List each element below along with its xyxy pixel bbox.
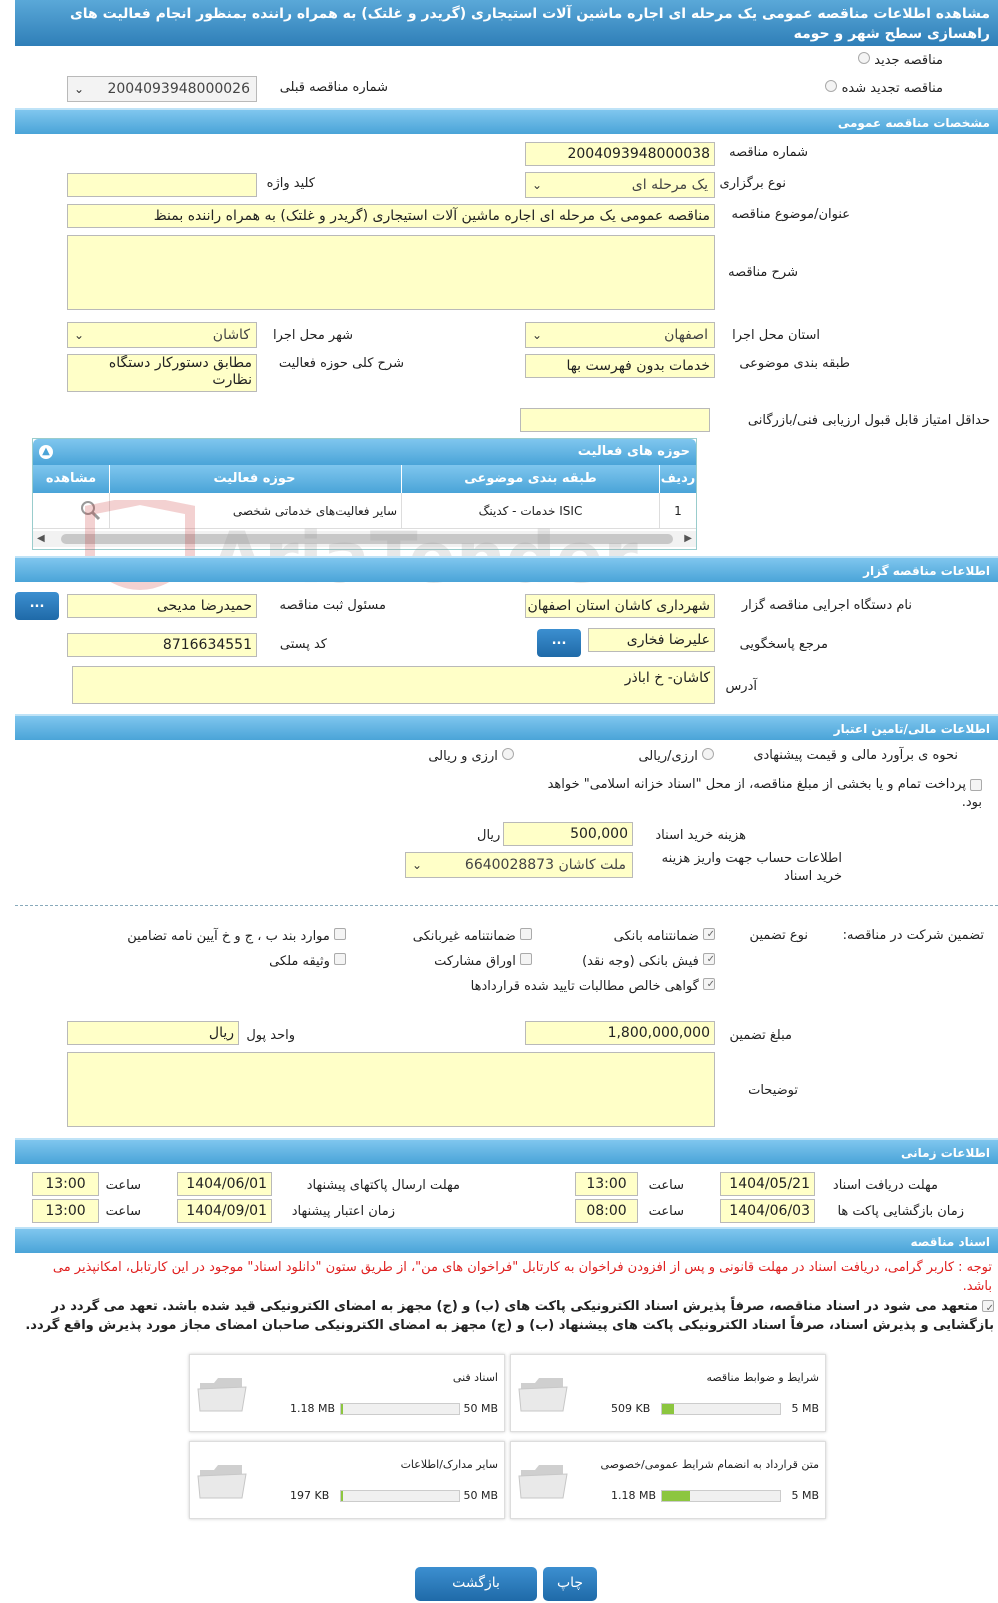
document-max-size: 5 MB bbox=[791, 1489, 819, 1502]
province-value: اصفهان bbox=[664, 327, 708, 343]
description-label: شرح مناقصه bbox=[728, 265, 798, 280]
document-card[interactable] bbox=[510, 1354, 826, 1432]
tender-type-label: نوع برگزاری bbox=[719, 176, 786, 191]
document-size: 1.18 MB bbox=[290, 1402, 336, 1415]
chevron-down-icon: ⌄ bbox=[532, 328, 543, 342]
tender-type-value: یک مرحله ای bbox=[631, 177, 708, 193]
guarantee-amount-label: مبلغ تضمین bbox=[729, 1028, 792, 1043]
section-finance-header: اطلاعات مالی/تامین اعتبار bbox=[15, 714, 998, 740]
validity-label: زمان اعتبار پیشنهاد bbox=[291, 1204, 395, 1219]
document-card[interactable] bbox=[189, 1441, 505, 1519]
treasury-text: پرداخت تمام و یا بخشی از مبلغ مناقصه، از محل "اسناد خزانه اسلامی" خواهد بود. bbox=[547, 777, 982, 810]
document-size-fill bbox=[341, 1491, 343, 1501]
renewed-tender-option[interactable] bbox=[825, 80, 943, 96]
opening-label: زمان بازگشایی پاکت ها bbox=[837, 1204, 964, 1219]
notes-field[interactable] bbox=[67, 1052, 715, 1127]
address-field[interactable]: کاشان- خ اباذر bbox=[72, 666, 715, 704]
subject-field[interactable]: مناقصه عمومی یک مرحله ای اجاره ماشین آلات استیجاری (گریدر و غلتک) به همراه راننده بمنظ bbox=[67, 204, 715, 228]
estimate-rial-label: ارزی/ریالی bbox=[638, 749, 698, 764]
document-size-fill bbox=[662, 1404, 674, 1414]
registrar-field[interactable]: حمیدرضا مدیحی bbox=[67, 594, 257, 618]
send-deadline-date[interactable]: 1404/06/01 bbox=[177, 1172, 272, 1196]
folder-icon[interactable] bbox=[196, 1460, 248, 1502]
category-field[interactable]: خدمات بدون فهرست بها bbox=[525, 354, 715, 378]
document-size: 509 KB bbox=[611, 1402, 651, 1415]
account-label: اطلاعات حساب جهت واریز هزینه خرید اسناد bbox=[661, 851, 842, 884]
document-max-size: 50 MB bbox=[463, 1402, 498, 1415]
estimate-both-option[interactable] bbox=[428, 748, 514, 764]
bank-receipt-option[interactable] bbox=[582, 953, 715, 969]
postal-code-field[interactable]: 8716634551 bbox=[67, 633, 257, 657]
validity-date[interactable]: 1404/09/01 bbox=[177, 1199, 272, 1223]
chevron-down-icon: ⌄ bbox=[74, 328, 85, 342]
currency-field[interactable]: ریال bbox=[67, 1021, 239, 1045]
doc-receive-time-label: ساعت bbox=[648, 1178, 684, 1193]
document-size-fill bbox=[662, 1491, 690, 1501]
tender-type-select[interactable] bbox=[525, 172, 715, 198]
document-size-bar bbox=[340, 1403, 460, 1415]
doc-cost-label: هزینه خرید اسناد bbox=[655, 828, 746, 843]
estimate-both-radio[interactable] bbox=[502, 748, 514, 760]
bank-guarantee-checkbox[interactable] bbox=[703, 928, 715, 940]
document-size-bar bbox=[340, 1490, 460, 1502]
prev-tender-value: 2004093948000026 bbox=[107, 81, 250, 97]
doc-receive-time[interactable]: 13:00 bbox=[575, 1172, 638, 1196]
property-label: وثیقه ملکی bbox=[269, 954, 330, 969]
section-general-header: مشخصات مناقصه عمومی bbox=[15, 108, 998, 134]
bonds-checkbox[interactable] bbox=[520, 953, 532, 965]
clauses-option[interactable] bbox=[127, 928, 346, 944]
notes-label: توضیحات bbox=[748, 1083, 798, 1098]
document-name: سایر مدارک/اطلاعات bbox=[400, 1458, 498, 1471]
subject-label: عنوان/موضوع مناقصه bbox=[731, 207, 850, 222]
document-max-size: 50 MB bbox=[463, 1489, 498, 1502]
guarantee-amount-field[interactable]: 1,800,000,000 bbox=[525, 1021, 715, 1045]
non-bank-guarantee-checkbox[interactable] bbox=[520, 928, 532, 940]
doc-cost-unit: ریال bbox=[477, 828, 501, 843]
keyword-label: کلید واژه bbox=[266, 176, 315, 191]
scroll-left-icon[interactable]: ◀ bbox=[37, 533, 45, 544]
bank-receipt-checkbox[interactable] bbox=[703, 953, 715, 965]
province-label: استان محل اجرا bbox=[732, 328, 820, 343]
send-deadline-time[interactable]: 13:00 bbox=[32, 1172, 99, 1196]
documents-notice: توجه : کاربر گرامی، دریافت اسناد در مهلت قانونی و پس از افزودن فراخوان به کارتابل "فراخوان های من"، از طریق ستون "دانلود اسناد" موجود در این کارتابل، امکانپذیر می باشد. bbox=[52, 1260, 992, 1294]
opening-time[interactable]: 08:00 bbox=[575, 1199, 638, 1223]
opening-date[interactable]: 1404/06/03 bbox=[720, 1199, 815, 1223]
bank-guarantee-option[interactable] bbox=[614, 928, 715, 944]
collapse-icon[interactable]: ▲ bbox=[39, 445, 53, 459]
row-category: خدمات - کدینگ ISIC bbox=[402, 493, 660, 529]
document-max-size: 5 MB bbox=[791, 1402, 819, 1415]
col-field[interactable]: حوزه فعالیت bbox=[108, 465, 402, 493]
clauses-checkbox[interactable] bbox=[334, 928, 346, 940]
new-tender-label: مناقصه جدید bbox=[874, 53, 943, 68]
document-size: 1.18 MB bbox=[611, 1489, 657, 1502]
section-timing-header: اطلاعات زمانی bbox=[15, 1138, 998, 1164]
activity-desc-label: شرح کلی حوزه فعالیت bbox=[278, 356, 404, 371]
folder-icon[interactable] bbox=[196, 1373, 248, 1415]
chevron-down-icon: ⌄ bbox=[74, 82, 85, 96]
org-name-field[interactable]: شهرداری کاشان استان اصفهان bbox=[525, 594, 715, 618]
certificate-checkbox[interactable] bbox=[703, 978, 715, 990]
bank-receipt-label: فیش بانکی (وجه نقد) bbox=[582, 954, 699, 969]
col-index[interactable]: ردیف bbox=[660, 471, 696, 486]
commitment-checkbox[interactable] bbox=[982, 1300, 994, 1312]
org-name-label: نام دستگاه اجرایی مناقصه گزار bbox=[741, 598, 912, 613]
responder-label: مرجع پاسخگویی bbox=[739, 637, 828, 652]
description-field[interactable] bbox=[67, 235, 715, 310]
chevron-down-icon: ⌄ bbox=[532, 178, 543, 192]
document-name: شرایط و ضوابط مناقصه bbox=[706, 1371, 819, 1384]
currency-label: واحد پول bbox=[246, 1028, 295, 1043]
responder-lookup-button[interactable]: ... bbox=[537, 629, 581, 657]
doc-cost-field[interactable]: 500,000 bbox=[503, 822, 633, 846]
opening-time-label: ساعت bbox=[648, 1204, 684, 1219]
guarantee-participation-label: تضمین شرکت در مناقصه: bbox=[842, 928, 984, 943]
activity-grid-title: حوزه های فعالیت bbox=[33, 439, 696, 465]
validity-time-label: ساعت bbox=[105, 1204, 141, 1219]
document-size-bar bbox=[661, 1403, 781, 1415]
renewed-tender-label: مناقصه تجدید شده bbox=[841, 81, 943, 96]
estimate-rial-radio[interactable] bbox=[702, 748, 714, 760]
document-card[interactable] bbox=[189, 1354, 505, 1432]
row-field: سایر فعالیت‌های خدماتی شخصی bbox=[108, 493, 402, 529]
estimate-method-label: نحوه ی برآورد مالی و قیمت پیشنهادی bbox=[753, 748, 958, 763]
print-button[interactable]: چاپ bbox=[543, 1567, 597, 1601]
registrar-lookup-button[interactable]: ... bbox=[15, 592, 59, 620]
folder-icon[interactable] bbox=[517, 1460, 569, 1502]
clauses-label: موارد بند ب ، ج و خ آیین نامه تضامین bbox=[127, 929, 330, 944]
property-checkbox[interactable] bbox=[334, 953, 346, 965]
col-view[interactable]: مشاهده bbox=[33, 465, 110, 493]
min-score-field[interactable] bbox=[520, 408, 710, 432]
send-deadline-label: مهلت ارسال پاکتهای پیشنهاد bbox=[306, 1178, 460, 1193]
document-size-bar bbox=[661, 1490, 781, 1502]
address-label: آدرس bbox=[725, 679, 757, 694]
section-documents-header: اسناد مناقصه bbox=[15, 1227, 998, 1253]
page-title: مشاهده اطلاعات مناقصه عمومی یک مرحله ای اجاره ماشین آلات استیجاری (گریدر و غلتک) به همراه راننده بمنظور انجام فعالیت های راهسازی سطح شهر و حومه bbox=[15, 0, 998, 46]
certificate-label: گواهی خالص مطالبات تایید شده قراردادها bbox=[470, 979, 699, 994]
estimate-rial-option[interactable] bbox=[638, 748, 714, 764]
document-size: 197 KB bbox=[290, 1489, 330, 1502]
document-name: متن قرارداد به انضمام شرایط عمومی/خصوصی bbox=[600, 1458, 819, 1471]
document-name: اسناد فنی bbox=[452, 1371, 498, 1384]
back-button[interactable]: بازگشت bbox=[415, 1567, 537, 1601]
certificate-option[interactable] bbox=[471, 978, 715, 994]
property-option[interactable] bbox=[269, 953, 346, 969]
keyword-field[interactable] bbox=[67, 173, 257, 197]
prev-tender-label: شماره مناقصه قبلی bbox=[279, 80, 388, 95]
treasury-option[interactable] bbox=[542, 776, 982, 812]
city-select[interactable] bbox=[67, 322, 257, 348]
commitment-text: متعهد می شود در اسناد مناقصه، صرفاً پذیرش اسناد الکترونیکی پاکت های (ب) و (ج) مجهز به امضای الکترونیکی قید شده باشد. تعهد می گردد در بازگشایی و پذیرش اسناد، صرفاً اسناد الکترونیکی پاکت های پیشنهاد (ب) و (ج) مجهز به امضای الکترونیکی صاحبان امضای مجاز مورد پذیرش واقع گردد. bbox=[25, 1299, 994, 1333]
registrar-label: مسئول ثبت مناقصه bbox=[279, 598, 386, 613]
activity-desc-field[interactable]: مطابق دستورکار دستگاه نظارت bbox=[67, 354, 257, 392]
activity-grid-header-row bbox=[33, 465, 696, 493]
city-value: کاشان bbox=[212, 327, 250, 343]
bonds-option[interactable] bbox=[434, 953, 532, 969]
validity-time[interactable]: 13:00 bbox=[32, 1199, 99, 1223]
responder-field[interactable]: علیرضا فخاری bbox=[588, 628, 715, 652]
category-label: طبقه بندی موضوعی bbox=[739, 356, 850, 371]
new-tender-radio[interactable] bbox=[858, 52, 870, 64]
divider bbox=[15, 905, 998, 906]
chevron-down-icon: ⌄ bbox=[412, 858, 423, 872]
account-value: ملت کاشان 6640028873 bbox=[464, 857, 626, 873]
non-bank-guarantee-label: ضمانتنامه غیربانکی bbox=[412, 929, 516, 944]
treasury-checkbox[interactable] bbox=[970, 779, 982, 791]
document-card[interactable] bbox=[510, 1441, 826, 1519]
account-select[interactable] bbox=[405, 852, 633, 878]
guarantee-type-label: نوع تضمین bbox=[749, 928, 808, 943]
prev-tender-select[interactable] bbox=[67, 76, 257, 102]
section-organizer-header: اطلاعات مناقصه گزار bbox=[15, 556, 998, 582]
bonds-label: اوراق مشارکت bbox=[434, 954, 516, 969]
commitment-option[interactable] bbox=[19, 1297, 994, 1335]
min-score-label: حداقل امتیاز قابل قبول ارزیابی فنی/بازرگانی bbox=[747, 413, 990, 428]
renewed-tender-radio[interactable] bbox=[825, 80, 837, 92]
scroll-right-icon[interactable]: ▶ bbox=[684, 533, 692, 544]
postal-code-label: کد پستی bbox=[279, 637, 327, 652]
tender-number-label: شماره مناقصه bbox=[729, 145, 808, 160]
folder-icon[interactable] bbox=[517, 1373, 569, 1415]
send-deadline-time-label: ساعت bbox=[105, 1178, 141, 1193]
province-select[interactable] bbox=[525, 322, 715, 348]
col-category[interactable]: طبقه بندی موضوعی bbox=[402, 465, 660, 493]
bank-guarantee-label: ضمانتنامه بانکی bbox=[613, 929, 699, 944]
tender-number-field[interactable]: 2004093948000038 bbox=[525, 142, 715, 166]
document-size-fill bbox=[341, 1404, 343, 1414]
doc-receive-label: مهلت دریافت اسناد bbox=[832, 1178, 938, 1193]
estimate-both-label: ارزی و ریالی bbox=[428, 749, 498, 764]
new-tender-option[interactable] bbox=[858, 52, 943, 68]
city-label: شهر محل اجرا bbox=[273, 328, 353, 343]
non-bank-guarantee-option[interactable] bbox=[413, 928, 532, 944]
doc-receive-date[interactable]: 1404/05/21 bbox=[720, 1172, 815, 1196]
row-index: 1 bbox=[674, 504, 682, 518]
